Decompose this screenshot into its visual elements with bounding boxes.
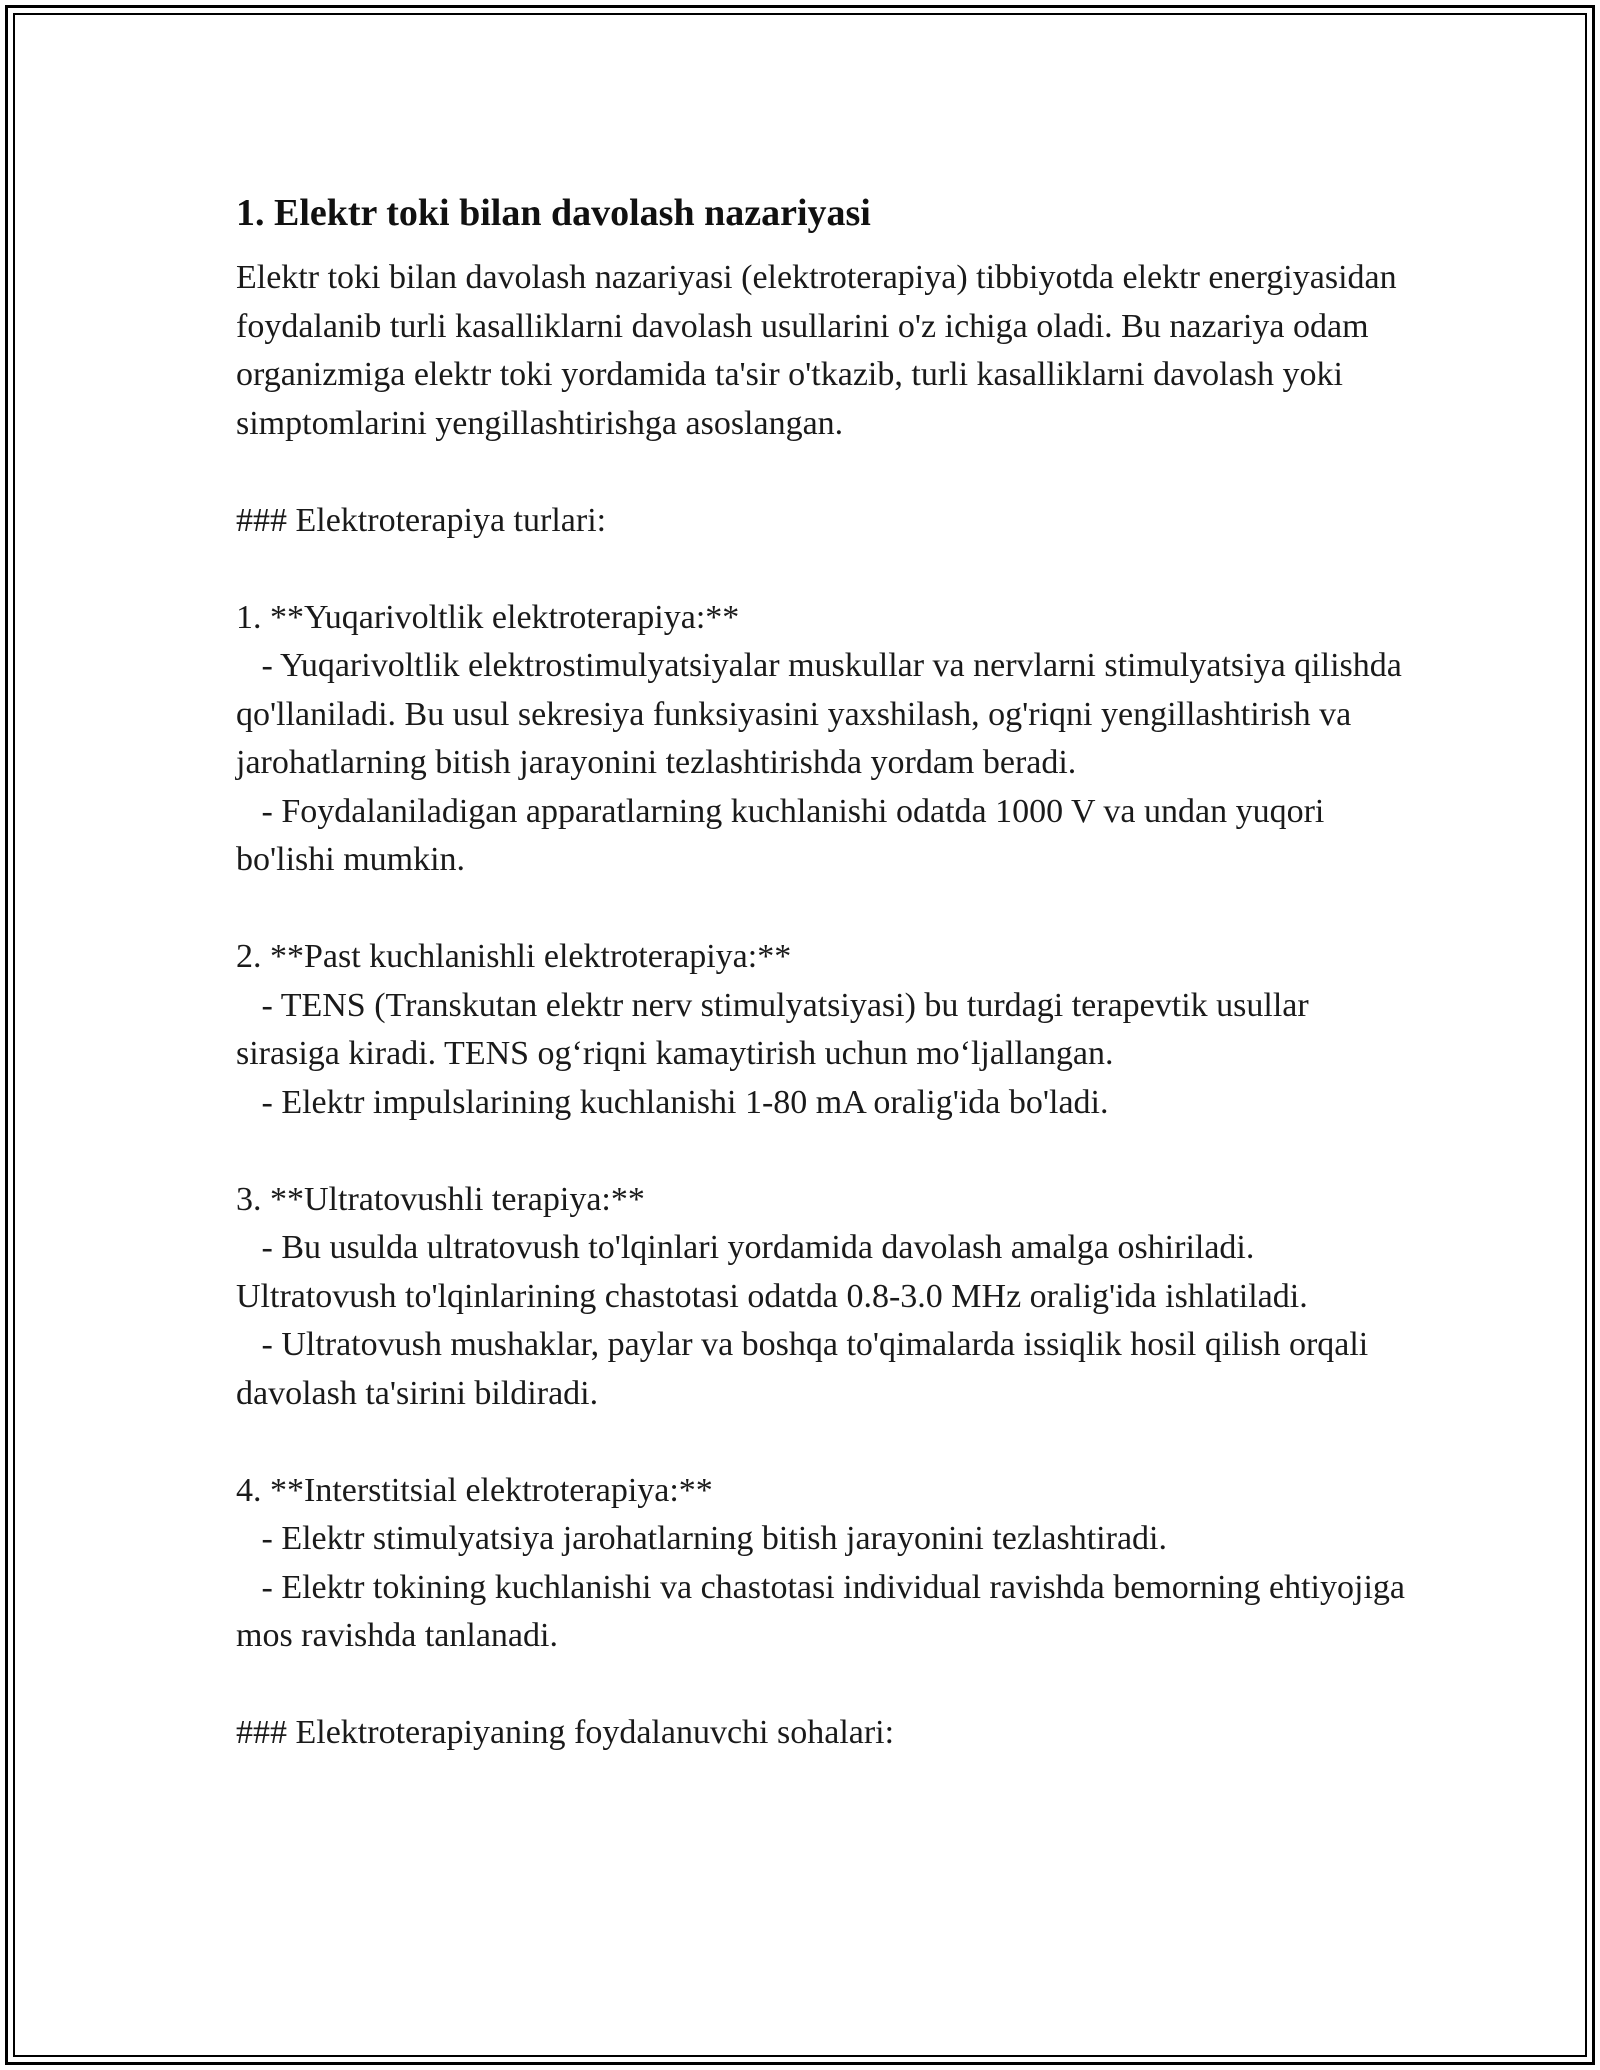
list-item: - Foydalaniladigan apparatlarning kuchlanishi odatda 1000 V va undan yuqori bo'lishi mumkin. xyxy=(236,792,1333,878)
spacer xyxy=(236,545,1406,594)
section-heading: 4. **Interstitsial elektroterapiya:** xyxy=(236,1471,713,1509)
document-title: 1. Elektr toki bilan davolash nazariyasi xyxy=(236,192,871,234)
section-high-voltage xyxy=(236,594,1411,885)
spacer xyxy=(236,1418,1406,1467)
list-item: - Elektr stimulyatsiya jarohatlarning bitish jarayonini tezlashtiradi. xyxy=(236,1520,1167,1557)
section-heading: 3. **Ultratovushli terapiya:** xyxy=(236,1180,645,1218)
list-item: - Ultratovush mushaklar, paylar va boshqa to'qimalarda issiqlik hosil qilish orqali davolash ta'sirini bildiradi. xyxy=(236,1326,1377,1412)
section-ultrasound xyxy=(236,1176,1406,1419)
section-interstitial xyxy=(236,1467,1414,1661)
section-low-voltage xyxy=(236,933,1406,1127)
intro-paragraph: Elektr toki bilan davolash nazariyasi (elektroterapiya) tibbiyotda elektr energiyasidan foydalanib turli kasalliklarni davolash usullarini o'z ichiga oladi. Bu nazariya odam organizmiga elektr toki yordamida ta'sir o'tkazib, turli kasalliklarni davolash yoki simptomlarini yengillashtirishga asoslangan. xyxy=(236,259,1406,442)
document-body xyxy=(236,186,1414,1758)
spacer xyxy=(236,448,1406,497)
fields-heading: ### Elektroterapiyaning foydalanuvchi sohalari: xyxy=(236,1714,895,1751)
spacer xyxy=(236,885,1406,934)
list-item: - Bu usulda ultratovush to'lqinlari yordamida davolash amalga oshiriladi. Ultratovush to'lqinlarining chastotasi odatda 0.8-3.0 MHz oralig'ida ishlatiladi. xyxy=(236,1229,1308,1315)
types-heading: ### Elektroterapiya turlari: xyxy=(236,501,607,539)
list-item: - Elektr impulslarining kuchlanishi 1-80 mA oralig'ida bo'ladi. xyxy=(236,1083,1109,1121)
spacer xyxy=(236,1661,1406,1710)
list-item: - TENS (Transkutan elektr nerv stimulyatsiyasi) bu turdagi terapevtik usullar sirasiga kiradi. TENS og‘riqni kamaytirish uchun mo‘ljallangan. xyxy=(236,986,1318,1072)
section-heading: 2. **Past kuchlanishli elektroterapiya:** xyxy=(236,938,792,975)
section-heading: 1. **Yuqarivoltlik elektroterapiya:** xyxy=(236,598,740,636)
spacer xyxy=(236,1127,1406,1176)
list-item: - Yuqarivoltlik elektrostimulyatsiyalar muskullar va nervlarni stimulyatsiya qilishda qo'llaniladi. Bu usul sekresiya funksiyasini yaxshilash, og'riqni yengillashtirish va jarohatlarning bitish jarayonini tezlashtirishda yordam beradi. xyxy=(236,647,1411,781)
list-item: - Elektr tokining kuchlanishi va chastotasi individual ravishda bemorning ehtiyojiga mos ravishda tanlanadi. xyxy=(236,1568,1414,1654)
